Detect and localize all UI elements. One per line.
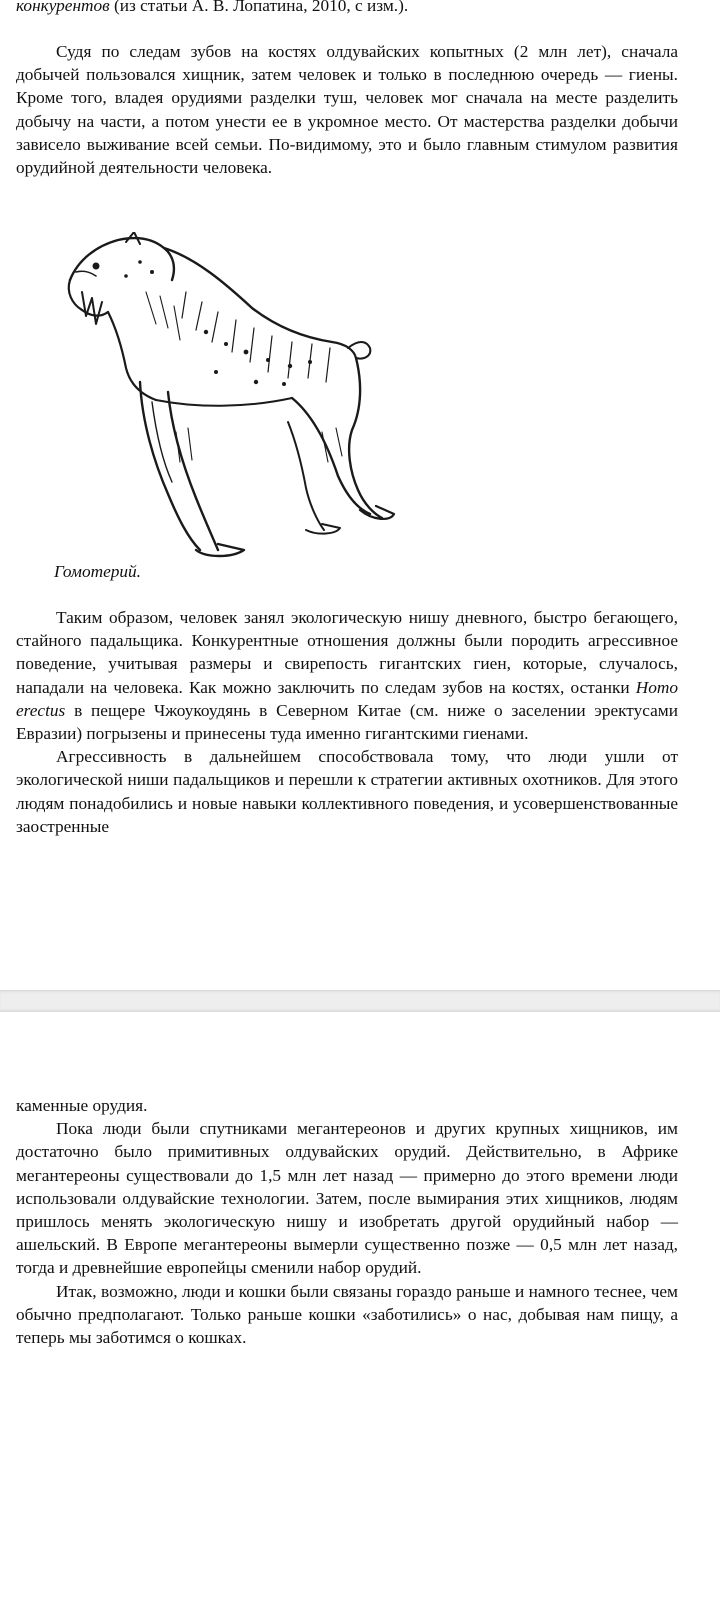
paragraph-text: Таким образом, человек занял экологическую нишу дневного, быстро бегающего, стайного падальщика. Конкурентные отношения должны были породить агрессивное поведение, учитывая размеры и свирепость гигантских гиен, которые, случалось, нападали на человека. Как можно заключить по следам зубов на костях, останки (16, 608, 678, 697)
paragraph-text: в пещере Чжоукоудянь в Северном Китае (см. ниже о заселении эректусами Евразии) погрызены и принесены туда именно гигантскими гиенами. (16, 700, 678, 744)
citation-text: (из статьи А. В. Лопатина, 2010, с изм.). (109, 0, 409, 15)
paragraph-continuation: каменные орудия. (16, 1096, 148, 1115)
page2-text-block (16, 1094, 678, 1349)
page1-text-block-2 (16, 606, 678, 838)
paragraph-megantereons: Пока люди были спутниками мегантереонов и других крупных хищников, им достаточно было примитивных олдувайских орудий. Действительно, в Африке мегантереоны существовали до 1,5 млн лет назад — примерно до этого времени люди использовали олдувайские технологии. Затем, после вымирания этих хищников, людям пришлось менять экологическую нишу и изобретать другой орудийный набор — ашельский. В Европе мегантереоны вымерли существенно позже — 0,5 млн лет назад, тогда и древнейшие европейцы сменили набор орудий. (16, 1119, 678, 1278)
page1-text-block (16, 40, 678, 179)
figure-caption-block (54, 560, 654, 583)
paragraph-conclusion: Итак, возможно, люди и кошки были связаны гораздо раньше и намного теснее, чем обычно предполагают. Только раньше кошки «заботились» о нас, добывая нам пищу, а теперь мы заботимся о кошках. (16, 1281, 678, 1348)
source-citation (16, 0, 678, 17)
paragraph-scavenger-niche (16, 606, 678, 745)
species-name: Homo erectus (16, 677, 678, 720)
page-break (0, 990, 720, 1012)
paragraph-aggression: Агрессивность в дальнейшем способствовала тому, что люди ушли от экологической ниши падальщиков и перешли к стратегии активных охотников. Для этого людям понадобились и новые навыки коллективного поведения, и усовершенствованные заостренные (16, 747, 678, 836)
homotherium-drawing-icon (56, 232, 396, 562)
paragraph-teeth-traces: Судя по следам зубов на костях олдувайских копытных (2 млн лет), сначала добычей пользовался хищник, затем человек и только в последнюю очередь — гиены. Кроме того, владея орудиями разделки туш, человек мог сначала на месте разделить добычу на части, а потом унести ее в укромное место. От мастерства разделки добычи зависело выживание всей семьи. По-видимому, это и было главным стимулом развития орудийной деятельности человека. (16, 42, 678, 178)
citation-italic: конкурентов (16, 0, 110, 15)
figure-caption: Гомотерий. (54, 562, 141, 581)
page-2 (0, 1012, 720, 1600)
